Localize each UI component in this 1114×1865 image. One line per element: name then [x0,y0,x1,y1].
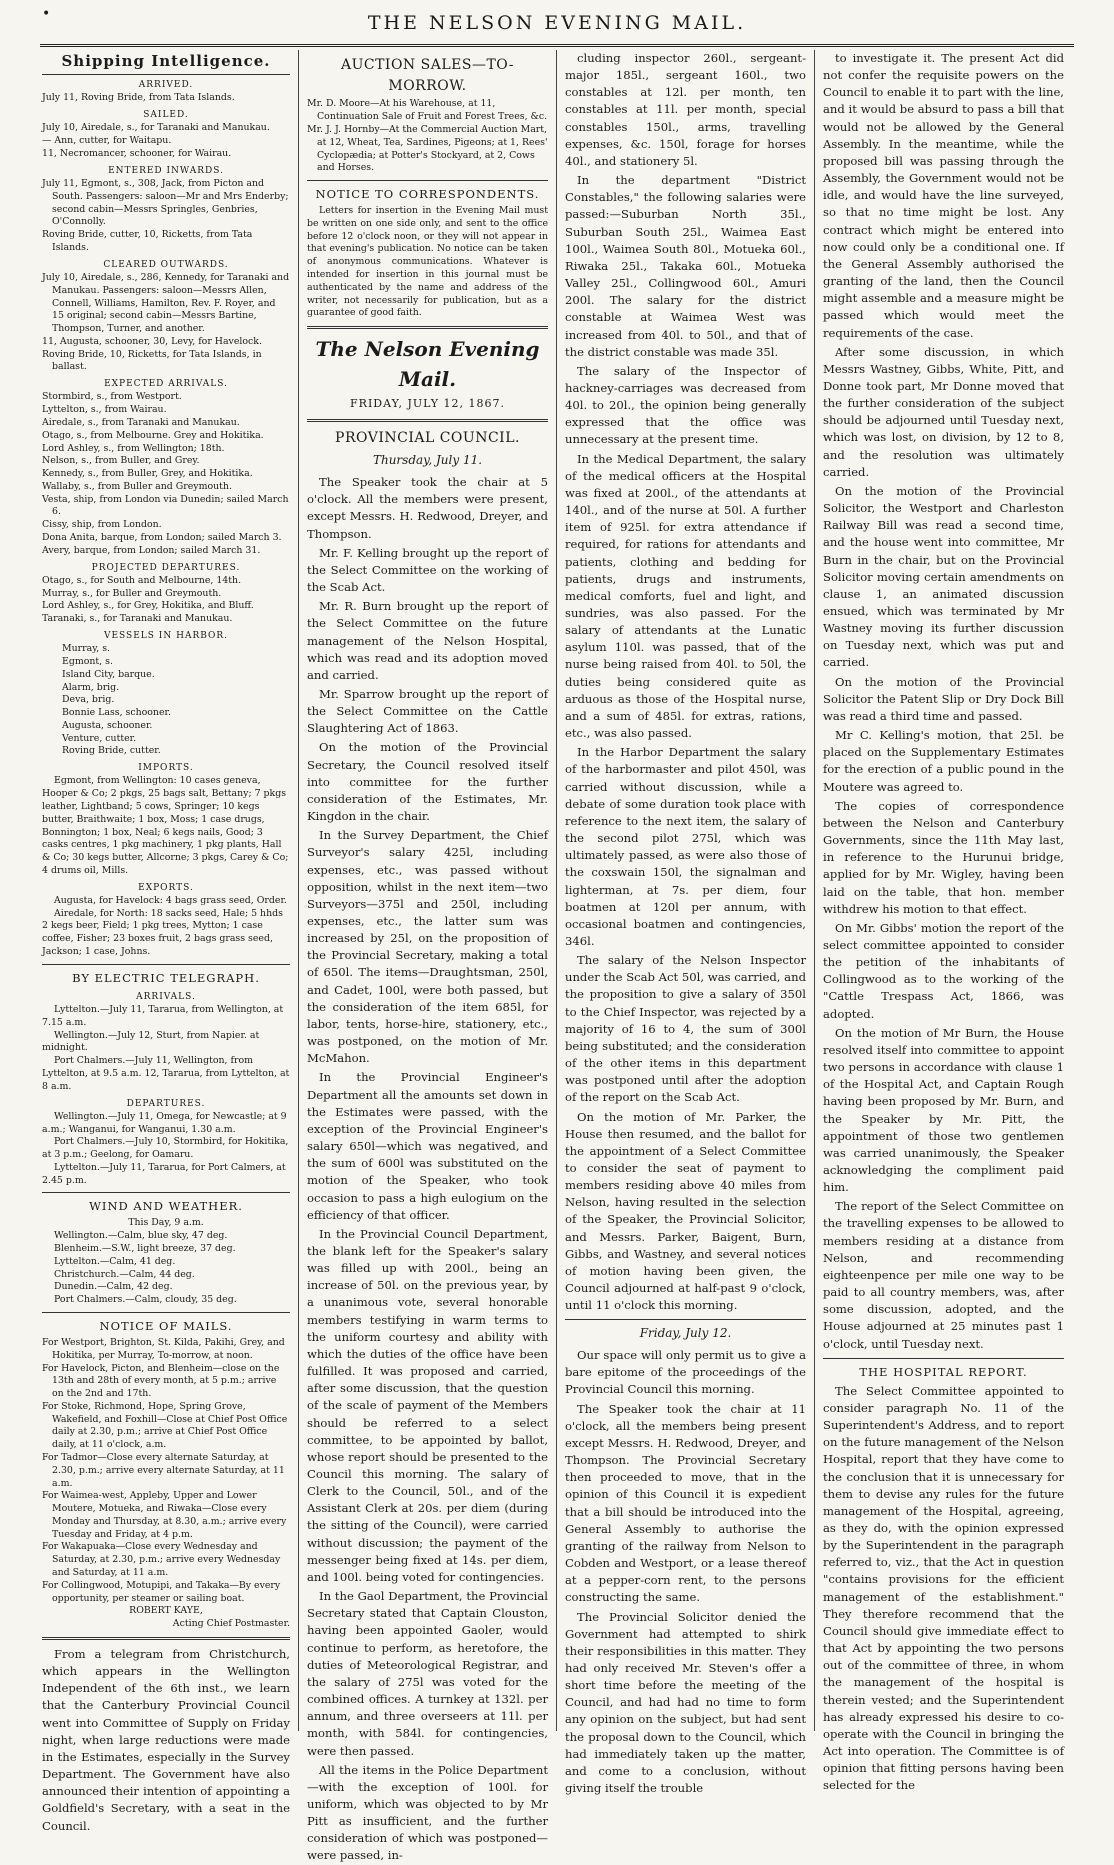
weather-subtitle: This Day, 9 a.m. [128,1217,204,1229]
tel-departure: Wellington.—July 11, Omega, for Newcastle; at 9 a.m.; Wanganui, for Wanganui, 1.30 a.m. [42,1110,287,1135]
correspondents-text: Letters for insertion in the Evening Mail must be written on one side only, and sent to the office before 12 o'clock noon, or they will not appear in that evening's publication. No notice can be taken of anonymous communications. Whatever is intended for insertion in this journal must be authenticated by the name and address of the writer, not necessarily for publication, but as a guarantee of good faith. [307,205,548,319]
tel-departures-list [42,1111,290,1188]
mails-signer: ROBERT KAYE, [129,1605,203,1617]
shipping-title: Shipping Intelligence. [42,50,290,75]
cleared-item: July 10, Airedale, s., 286, Kennedy, for Taranaki and Manukau. Passengers: saloon—Messrs Allen, Connell, Williams, Hamilton, Rev. F. Royer, and 15 original; second cabin—Messrs Bartine, Thompson, Turner, and another. [42,271,290,335]
expected-item: Otago, s., from Melbourne. Grey and Hokitika. [42,429,264,441]
sailed-list [42,122,290,160]
mails-list [42,1337,290,1605]
divider [42,1192,290,1193]
correspondents-title: NOTICE TO CORRESPONDENTS. [315,187,540,202]
tel-arrival: Port Chalmers.—July 11, Wellington, from Lyttelton, at 9.5 a.m. 12, Tararua, from Lyttelton, at 8 a.m. [42,1055,290,1092]
mail-item: For Tadmor—Close every alternate Saturday, at 2.30, p.m.; arrive every alternate Saturday, at 11 a.m. [42,1452,285,1489]
council-paragraph: In the Provincial Council Department, the blank left for the Speaker's salary was filled up with 200l., being an increase of 50l. on the previous year, by a unanimous vote, several honorable members testifying in warm terms to the uniform courtesy and ability with which the duties of the office have been fulfilled. It was proposed and carried, after some discussion, that the question of the scale of payment of the Members should be referred to a select committee, to be appointed by ballot, whose report should be presented to the Council this morning. The salary of Clerk to the Council, 50l., and of the Assistant Clerk at 20s. per diem (during the sitting of the Council), were carried without discussion; the payment of the messenger being fixed at 14s. per diem, and 100l. being voted for contingencies. [307,1226,548,1584]
arrived-list [42,92,290,105]
tel-departure: Port Chalmers.—July 10, Stormbird, for Hokitika, at 3 p.m.; Geelong, for Oamaru. [42,1136,289,1161]
shipping-section [42,79,290,959]
council-paragraph: In the Harbor Department the salary of the harbormaster and pilot 450l, was carried without discussion, while a debate of some duration took place with reference to the next item, the salary of the second pilot 275l, which was ultimately passed, as were also those of the coxswain 150l, the signalman and lighterman, at 7s. per diem, four boatmen at 120l per annum, with occasional boatmen and contingencies, 346l. [565,745,806,948]
sailed-item: July 10, Airedale, s., for Taranaki and Manukau. [42,122,270,134]
council-paragraph: On the motion of Mr Burn, the House resolved itself into committee to appoint two persons in accordance with clause 1 of the Hospital Act, and Captain Rough having been proposed by Mr. Burn, and the Speaker by Mr. Pitt, the appointment of those two gentlemen was carried unanimously, the Speaker acknowledging the compliment paid him. [823,1025,1064,1195]
nameplate: The Nelson Evening Mail. [315,337,540,391]
imports-heading: IMPORTS. [138,763,194,774]
council-paragraph: Our space will only permit us to give a bare epitome of the proceedings of the Provincial Council this morning. [565,1348,806,1397]
council-col4-text [823,50,1064,1353]
council-paragraph: On the motion of the Provincial Secretary, the Council resolved itself into committee for the further consideration of the Estimates, Mr. Kingdon in the chair. [307,740,548,824]
mail-item: For Wakapuaka—Close every Wednesday and Saturday, at 2.30, p.m.; arrive every Wednesday and Saturday, at 11 a.m. [42,1541,281,1579]
council-paragraph: The Speaker took the chair at 5 o'clock. All the members were present, except Messrs. H. Redwood, Dreyer, and Thompson. [307,475,548,541]
expected-item: Lyttelton, s., from Wairau. [42,404,167,416]
weather-title: WIND AND WEATHER. [89,1199,243,1214]
arrived-heading: ARRIVED. [138,80,194,91]
projected-item: Lord Ashley, s., for Grey, Hokitika, and Bluff. [42,600,254,612]
mails-section [42,1337,290,1631]
weather-item: Lyttelton.—Calm, 41 deg. [54,1255,176,1267]
council-paragraph: Mr. R. Burn brought up the report of the Select Committee on the future management of the Nelson Hospital, which was read and its adoption moved and carried. [307,599,548,682]
expected-item: Stormbird, s., from Westport. [42,391,182,403]
sailed-heading: SAILED. [143,110,189,121]
harbor-vessel: Venture, cutter. [62,732,137,744]
council-paragraph: On the motion of the Provincial Solicitor, the Westport and Charleston Railway Bill was read a second time, and the house went into committee, Mr Burn in the chair, but on the Provincial Solicitor moving certain amendments on clause 1, an animated discussion ensued, which was terminated by Mr Wastney moving its further discussion on Tuesday next, which was put and carried. [823,483,1064,670]
expected-heading: EXPECTED ARRIVALS. [104,379,228,390]
expected-list [42,391,290,557]
tel-arrivals-list [42,1004,290,1093]
council-paragraph: cluding inspector 260l., sergeant-major 185l., sergeant 160l., two constables at 12l. per month, ten constables at 11l. per month, special constables 150l., arms, travelling expenses, &c. 150l, forage for horses 40l., and stationery 5l. [565,51,806,168]
exports-list [42,895,290,959]
council-col3-text [565,50,806,1314]
column-4 [814,50,1072,1793]
auction-title: AUCTION SALES—TO-MORROW. [340,57,515,94]
council-paragraph: After some discussion, in which Messrs Wastney, Gibbs, White, Pitt, and Donne took part, Mr Donne moved that the further consideration of the subject should be adjourned until Tuesday next, which was lost, on division, by 12 to 8, and the resolution was ultimately carried. [823,344,1064,479]
cleared-list [42,272,290,374]
harbor-heading: VESSELS IN HARBOR. [103,630,229,641]
mail-item: For Collingwood, Motupipi, and Takaka—By every opportunity, per steamer or sailing boat. [42,1579,281,1604]
divider [307,180,548,181]
divider [42,1312,290,1313]
auction-item: Mr. J. J. Hornby—At the Commercial Auction Mart, at 12, Wheat, Tea, Sardines, Pigeons; at 1, Rees' Cyclopædia; at Potter's Stockyard, at 2, Cows and Horses. [307,124,548,174]
arrived-item: July 11, Roving Bride, from Tata Islands. [42,92,235,104]
council-paragraph: Mr C. Kelling's motion, that 25l. be placed on the Supplementary Estimates for the erection of a public pound in the Moutere was agreed to. [823,728,1064,794]
entered-item: Roving Bride, cutter, 10, Ricketts, from Tata Islands. [42,229,253,253]
exports-heading: EXPORTS. [138,882,194,893]
mail-item: For Westport, Brighton, St. Kilda, Pakihi, Grey, and Hokitika, per Murray, To-morrow, at noon. [42,1336,285,1361]
expected-item: Nelson, s., from Buller, and Grey. [42,455,200,467]
weather-item: Dunedin.—Calm, 42 deg. [54,1281,173,1293]
exports-item: Augusta, for Havelock: 4 bags grass seed, Order. [54,894,287,906]
cleared-item: Roving Bride, 10, Ricketts, for Tata Islands, in ballast. [42,348,262,373]
divider [42,964,290,965]
harbor-vessel: Augusta, schooner. [62,719,153,731]
weather-item: Wellington.—Calm, blue sky, 47 deg. [54,1230,228,1242]
cleared-item: 11, Augusta, schooner, 30, Levy, for Havelock. [42,335,262,347]
newspaper-title: THE NELSON EVENING MAIL. [367,12,747,34]
weather-item: Christchurch.—Calm, 44 deg. [54,1268,195,1280]
tel-arrival: Wellington.—July 12, Sturt, from Napier. at midnight. [42,1029,260,1054]
telegraph-title: BY ELECTRIC TELEGRAPH. [72,970,260,985]
expected-item: Cissy, ship, from London. [42,519,162,531]
telegram-paragraph: From a telegram from Christchurch, which appears in the Wellington Independent of the 6th inst., we learn that the Canterbury Provincial Council went into Committee of Supply on Friday night, when large reductions were made in the Estimates, especially in the Survey Department. The Government have also announced their intention of appointing a Goldfield's Secretary, with a seat in the Council. [42,1646,290,1833]
divider [307,326,548,329]
expected-item: Lord Ashley, s., from Wellington; 18th. [42,442,225,454]
council-paragraph: Mr. F. Kelling brought up the report of the Select Committee on the working of the Scab Act. [307,545,548,595]
mails-title: NOTICE OF MAILS. [99,1318,233,1333]
tel-departures-heading: DEPARTURES. [126,1098,206,1109]
council-paragraph: The copies of correspondence between the Nelson and Canterbury Governments, since the 11th May last, in reference to the Hurunui bridge, applied for by Mr. Wigley, having been laid on the table, that hon. member withdrew his motion to that effect. [823,798,1064,916]
hospital-title: THE HOSPITAL REPORT. [859,1364,1028,1379]
hospital-text: The Select Committee appointed to consider paragraph No. 11 of the Superintendent's Address, and to report on the future management of the Nelson Hospital, report that they have come to the conclusion that it is unnecessary for them to devise any rules for the future management of the Hospital, agreeing, as they do, with the opinion expressed by the Superintendent in the paragraph referred to, viz., that the Act in question "contains provisions for the efficient management of the establishment." They therefore recommend that the Council should give immediate effect to that Act by appointing the two persons out of the committee of three, in whom the management of the hospital is therein vested; and the Superintendent has already expressed his desire to co-operate with the Council in bringing the Act into operation. The Committee is of opinion that fitting persons having been selected for the [823,1383,1064,1793]
auction-item: Mr. D. Moore—At his Warehouse, at 11, Continuation Sale of Fruit and Forest Trees, &c. [307,98,548,123]
council-title: PROVINCIAL COUNCIL. [335,429,520,446]
masthead [40,6,1074,47]
harbor-vessel: Roving Bride, cutter. [62,745,161,757]
council-paragraph: In the Provincial Engineer's Department all the amounts set down in the Estimates were passed, with the exception of the Provincial Engineer's salary 650l—which was negatived, and the sum of 600l was substituted on the motion of the Speaker, who took occasion to pass a high eulogium on the efficiency of that officer. [307,1070,548,1222]
weather-section [42,1217,290,1306]
tel-arrival: Lyttelton.—July 11, Tararua, from Wellington, at 7.15 a.m. [42,1004,284,1028]
column-2 [298,50,556,1863]
divider [823,1358,1064,1359]
council-paragraph: to investigate it. The present Act did not confer the requisite powers on the Council to enable it to part with the line, and it would be absurd to pass a bill that would not be allowed by the General Assembly. In the meantime, while the proposed bill was passing through the Assembly, the Government would not be idle, and would have the line surveyed, so that no time might be lost. Any contract which might be entered into now could only be a conditional one. If the General Assembly authorised the granting of the land, then the Council might assemble and a measure might be passed which would meet the requirements of the case. [823,51,1064,340]
council-paragraph: The salary of the Nelson Inspector under the Scab Act 50l, was carried, and the proposition to give a salary of 350l to the Chief Inspector, was rejected by a majority of 16 to 4, the sum of 300l being substituted; and the consideration of the other items in this department was postponed until after the adoption of the report on the Scab Act. [565,953,806,1105]
divider [42,1637,290,1640]
council-day1: Thursday, July 11. [372,453,483,468]
council-paragraph: In the Medical Department, the salary of the medical officers at the Hospital was fixed at 200l., of the attendants at 140l., and of the nurse at 50l. A further item of 925l. for extra attendance if required, for rations for attendants and patients, clothing and bedding for patients, drugs and instruments, medical comforts, fuel and light, and sundries, was also passed. For the salary of attendants at the Lunatic asylum 110l. was passed, that of the nurse being raised from 40l. to 50l, the duties being considered quite as arduous as those of the Hospital nurse, and a sum of 485l. for extras, rations, etc., was also passed. [565,451,806,741]
divider [307,419,548,422]
projected-item: Murray, s., for Buller and Greymouth. [42,587,222,599]
entered-heading: ENTERED INWARDS. [108,165,224,176]
council-paragraph: The report of the Select Committee on the travelling expenses to be allowed to members residing at a distance from Nelson, and recommending eighteenpence per mile one way to be paid to all country members, was, after some discussion, adopted, and the House adjourned at 25 minutes past 1 o'clock, until Tuesday next. [823,1199,1064,1351]
page-columns [40,50,1090,1863]
council-col2-text [307,474,548,1865]
council-paragraph: In the department "District Constables," the following salaries were passed:—Suburban North 35l., Suburban South 25l., Waimea East 100l., Waimea South 80l., Motueka 60l., Riwaka 25l., Takaka 60l., Motueka Valley 25l., Collingwood 60l., Amuri 200l. The salary for the district constable at Waimea West was increased from 40l. to 50l., and that of the district constable was made 35l. [565,173,806,359]
mail-item: For Havelock, Picton, and Blenheim—close on the 13th and 28th of every month, at 5 p.m.; arrive on the 2nd and 17th. [42,1362,280,1400]
expected-item: Avery, barque, from London; sailed March 31. [42,544,261,556]
harbor-vessel: Island City, barque. [62,668,155,680]
corner-mark: • [42,6,51,22]
entered-list [42,178,290,255]
sailed-item: 11, Necromancer, schooner, for Wairau. [42,148,232,159]
dateline: FRIDAY, JULY 12, 1867. [350,397,505,411]
harbor-vessel: Egmont, s. [62,655,113,667]
council-paragraph: The Provincial Solicitor denied the Government had attempted to shirk their responsibilities in this matter. They had only received Mr. Steven's offer a short time before the meeting of the Council, and had had no time to form any opinion on the subject, but had sent the proposal down to the Council, which had immediately taken up the matter, and come to a conclusion, without giving itself the trouble [565,1609,806,1796]
council-day2: Friday, July 12. [639,1326,732,1341]
harbor-list [42,643,290,758]
council-paragraph: The Speaker took the chair at 11 o'clock, all the members being present except Messrs. H. Redwood, Dreyer, and Thompson. The Provincial Secretary then proceeded to move, that in the opinion of this Council it is expedient that a bill should be introduced into the General Assembly to authorise the granting of the railway from Nelson to Cobden and Westport, or a lease thereof at a pepper-corn rent, to the persons constructing the same. [565,1401,806,1605]
council-paragraph: On the motion of the Provincial Solicitor the Patent Slip or Dry Dock Bill was read a third time and passed. [823,674,1064,723]
projected-item: Otago, s., for South and Melbourne, 14th. [42,574,242,586]
expected-item: Vesta, ship, from London via Dunedin; sailed March 6. [42,493,289,518]
council-paragraph: On Mr. Gibbs' motion the report of the select committee appointed to consider the petition of the inhabitants of Collingwood as to the working of the "Cattle Trespass Act, 1866, was adopted. [823,920,1064,1021]
projected-item: Taranaki, s., for Taranaki and Manukau. [42,613,233,625]
column-3 [556,50,814,1796]
mails-signer-title: Acting Chief Postmaster. [172,1618,290,1630]
harbor-vessel: Murray, s. [62,643,110,655]
expected-item: Airedale, s., from Taranaki and Manukau. [42,416,240,428]
imports-item: Egmont, from Wellington: 10 cases geneva, Hooper & Co; 2 pkgs, 25 bags salt, Bettany; 7 pkgs leather, Lightband; 5 cows, Springer; 10 kegs butter, Braithwaite; 1 box, Moss; 1 case drugs, Bonnington; 1 box, Neal; 6 kegs nails, Good; 3 casks centres, 1 pkg machinery, 1 pkg plants, Hall & Co; 30 kegs butter, Allcorne; 3 pkgs, Carey & Co; 4 drums oil, Mills. [42,775,289,876]
council-paragraph: On the motion of Mr. Parker, the House then resumed, and the ballot for the appointment of a Select Committee to consider the seat of payment to members residing above 40 miles from Nelson, having resulted in the selection of the Speaker, the Provincial Solicitor, and Messrs. Parker, Baigent, Burn, Gibbs, and Wastney, and several notices of motion having been given, the Council adjourned at half-past 9 o'clock, until 11 o'clock this morning. [565,1109,806,1313]
imports-list [42,775,290,877]
weather-item: Blenheim.—S.W., light breeze, 37 deg. [54,1243,236,1255]
harbor-vessel: Deva, brig. [62,694,115,706]
column-1 [40,50,298,1833]
sailed-item: — Ann, cutter, for Waitapu. [42,135,172,147]
expected-item: Kennedy, s., from Buller, Grey, and Hokitika. [42,468,253,480]
entered-item: July 11, Egmont, s., 308, Jack, from Picton and South. Passengers: saloon—Mr and Mrs Enderby; second cabin—Messrs Springles, Genbries, O'Connolly. [42,178,289,228]
council-paragraph: Mr. Sparrow brought up the report of the Select Committee on the Cattle Slaughtering Act of 1863. [307,686,548,736]
auction-list [307,98,548,175]
council-paragraph: All the items in the Police Department—with the exception of 100l. for uniform, which was objected to by Mr Pitt as insufficient, and the further consideration of which was postponed—were passed, in- [307,1762,548,1863]
exports-item: Airedale, for North: 18 sacks seed, Hale; 5 hhds 2 kegs beer, Field; 1 pkg trees, Mytton; 1 case coffee, Fisher; 23 boxes fruit, 2 bags grass seed, Jackson; 1 case, Johns. [42,907,283,958]
divider [565,1319,806,1320]
weather-item: Port Chalmers.—Calm, cloudy, 35 deg. [54,1294,237,1306]
telegraph-section [42,991,290,1188]
council-paragraph: In the Gaol Department, the Provincial Secretary stated that Captain Clouston, having been appointed Gaoler, would continue to perform, as heretofore, the duties of Meteorological Registrar, and the salary of 275l was voted for the combined offices. A turnkey at 132l. per annum, and three overseers at 11l. per month, with 584l. for contingencies, were then passed. [307,1589,548,1758]
projected-list [42,575,290,626]
mail-item: For Stoke, Richmond, Hope, Spring Grove, Wakefield, and Foxhill—Close at Chief Post Office daily at 2.30, p.m.; arrive at Chief Post Office daily, at 11 o'clock, a.m. [42,1400,288,1451]
mail-item: For Waimea-west, Appleby, Upper and Lower Moutere, Motueka, and Riwaka—Close every Monday and Thursday, at 8.30, a.m.; arrive every Tuesday and Friday, at 4 p.m. [42,1490,287,1540]
council-col3b-text [565,1347,806,1797]
expected-item: Wallaby, s., from Buller and Greymouth. [42,480,232,492]
council-paragraph: In the Survey Department, the Chief Surveyor's salary 425l, including expenses, etc., was passed without opposition, whilst in the next item—two Surveyors—375l and 250l, including expenses, etc., the latter sum was increased by 25l, on the proposition of the Provincial Secretary, making a total of 650l. The items—Draughtsman, 250l, and Cadet, 100l, were both passed, but the consideration of the item 685l, for labor, tents, horse-hire, stationery, etc., was postponed, on the motion of Mr. McMahon. [307,828,548,1066]
projected-heading: PROJECTED DEPARTURES. [91,562,241,573]
cleared-heading: CLEARED OUTWARDS. [103,259,229,270]
harbor-vessel: Alarm, brig. [62,681,120,693]
weather-list [42,1230,290,1307]
harbor-vessel: Bonnie Lass, schooner. [62,707,171,719]
council-paragraph: The salary of the Inspector of hackney-carriages was decreased from 40l. to 20l., the opinion being generally expressed that the office was unnecessary at the present time. [565,363,806,447]
tel-departure: Lyttelton.—July 11, Tararua, for Port Calmers, at 2.45 p.m. [42,1161,286,1186]
tel-arrivals-heading: ARRIVALS. [136,991,196,1002]
expected-item: Dona Anita, barque, from London; sailed March 3. [42,532,282,544]
